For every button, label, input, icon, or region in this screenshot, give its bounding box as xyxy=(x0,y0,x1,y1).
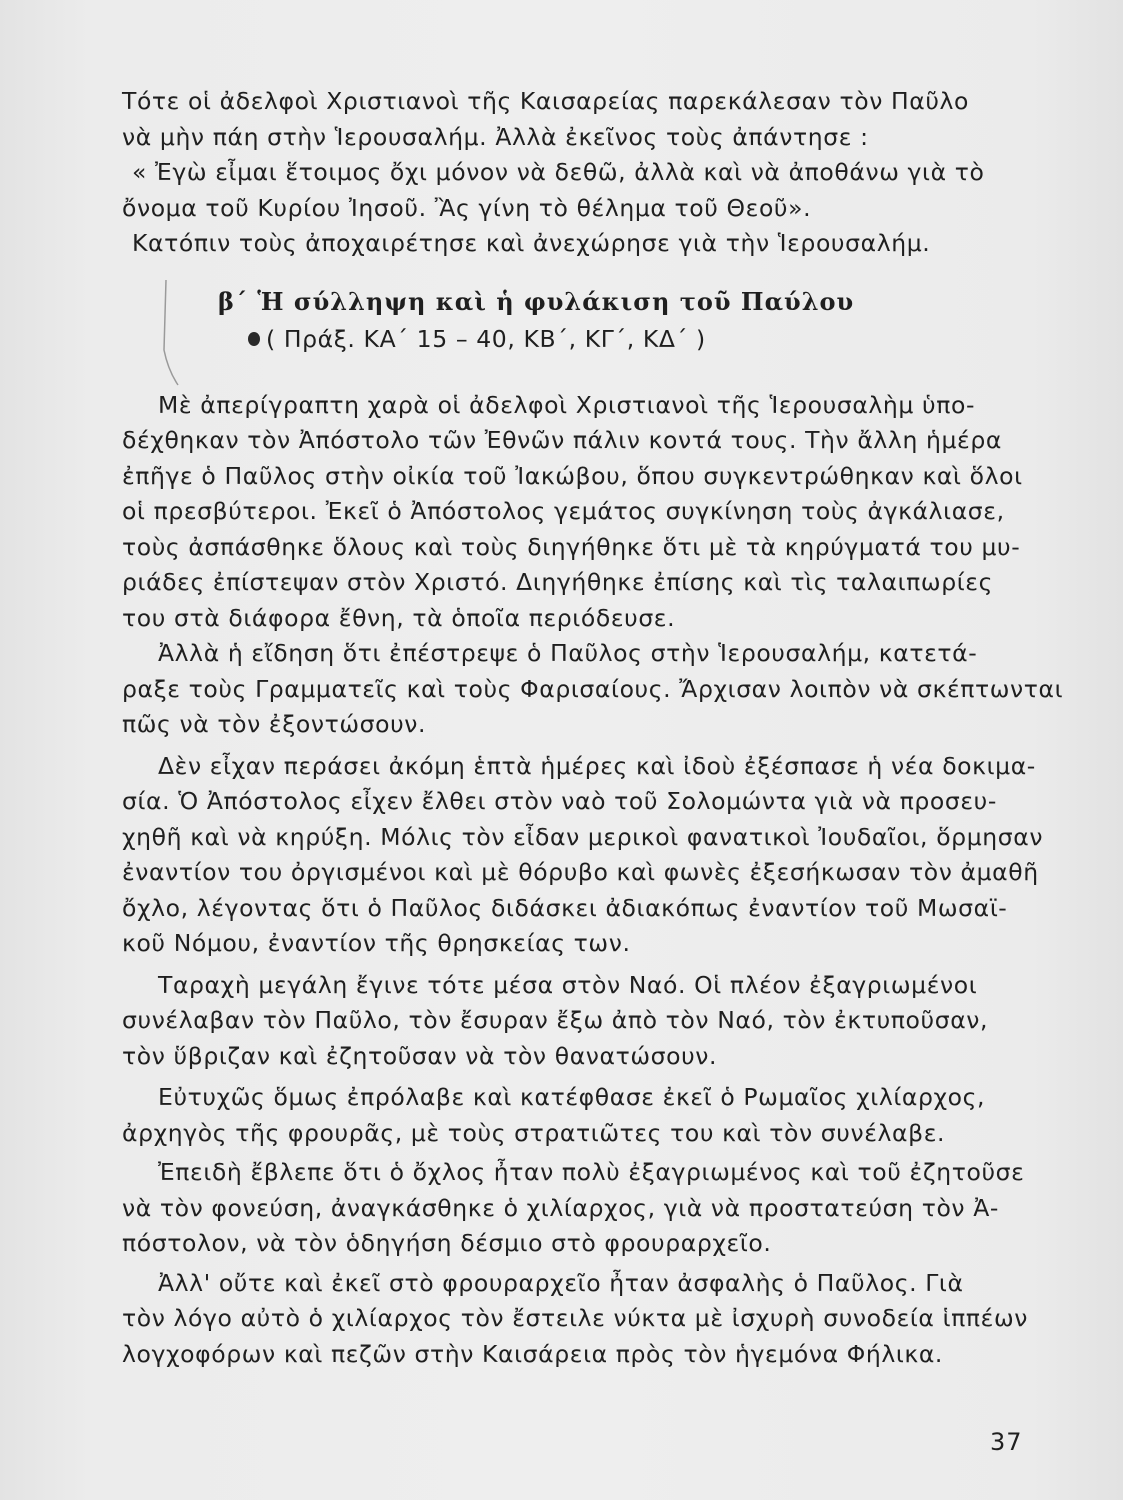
paragraph xyxy=(122,1266,1028,1373)
scripture-reference: ( Πράξ. ΚΑ΄ 15 – 40, ΚΒ΄, ΚΓ΄, ΚΔ΄ ) xyxy=(266,324,706,353)
text-line: Ταραχὴ μεγάλη ἔγινε τότε μέσα στὸν Ναό. Οἱ πλέον ἐξαγριωμένοι xyxy=(158,970,978,999)
paragraph xyxy=(122,388,1023,637)
text-line: « Ἐγὼ εἶμαι ἕτοιμος ὄχι μόνον νὰ δεθῶ, ἀλλὰ καὶ νὰ ἀποθάνω γιὰ τὸ xyxy=(132,158,985,186)
page-body xyxy=(122,84,1064,1372)
text-line: ὄνομα τοῦ Κυρίου Ἰησοῦ. Ἂς γίνη τὸ θέλημα τοῦ Θεοῦ». xyxy=(122,193,812,222)
text-line: νὰ μὴν πάη στὴν Ἱερουσαλήμ. Ἀλλὰ ἐκεῖνος τοὺς ἀπάντησε : xyxy=(122,122,869,151)
text-line: πόστολον, νὰ τὸν ὁδηγήση δέσμιο στὸ φρουραρχεῖο. xyxy=(122,1229,772,1257)
text-line: Ἀλλ' οὔτε καὶ ἐκεῖ στὸ φρουραρχεῖο ἦταν ἀσφαλὴς ὁ Παῦλος. Γιὰ xyxy=(158,1268,964,1297)
text-line: Δὲν εἶχαν περάσει ἀκόμη ἑπτὰ ἡμέρες καὶ ἰδοὺ ἐξέσπασε ἡ νέα δοκιμα- xyxy=(158,751,1036,780)
text-line: Κατόπιν τοὺς ἀποχαιρέτησε καὶ ἀνεχώρησε γιὰ τὴν Ἱερουσαλήμ. xyxy=(132,229,931,257)
text-line: οἱ πρεσβύτεροι. Ἐκεῖ ὁ Ἀπόστολος γεμάτος συγκίνηση τοὺς ἀγκάλιασε, xyxy=(122,497,1005,525)
text-line: ραξε τοὺς Γραμματεῖς καὶ τοὺς Φαρισαίους. Ἄρχισαν λοιπὸν νὰ σκέπτωνται xyxy=(122,674,1064,703)
text-line: ριάδες ἐπίστεψαν στὸν Χριστό. Διηγήθηκε ἐπίσης καὶ τὶς ταλαιπωρίες xyxy=(122,568,993,596)
text-line: Τότε οἱ ἀδελφοὶ Χριστιανοὶ τῆς Καισαρείας παρεκάλεσαν τὸν Παῦλο xyxy=(122,87,970,115)
text-line: ἐπῆγε ὁ Παῦλος στὴν οἰκία τοῦ Ἰακώβου, ὅπου συγκεντρώθηκαν καὶ ὅλοι xyxy=(122,461,1023,490)
text-line: τὸν λόγο αὐτὸ ὁ χιλίαρχος τὸν ἔστειλε νύκτα μὲ ἰσχυρὴ συνοδεία ἱππέων xyxy=(122,1304,1028,1332)
text-line: λογχοφόρων καὶ πεζῶν στὴν Καισάρεια πρὸς τὸν ἡγεμόνα Φήλικα. xyxy=(122,1339,944,1368)
text-line: σία. Ὁ Ἀπόστολος εἶχεν ἔλθει στὸν ναὸ τοῦ Σολομώντα γιὰ νὰ προσευ- xyxy=(122,787,997,815)
paragraph xyxy=(122,636,1064,743)
section-title: β΄ Ἡ σύλληψη καὶ ἡ φυλάκιση τοῦ Παύλου xyxy=(218,286,855,316)
text-line: τὸν ὕβριζαν καὶ ἐζητοῦσαν νὰ τὸν θανατώσουν. xyxy=(122,1041,718,1070)
paragraph xyxy=(122,968,1012,1075)
text-line: δέχθηκαν τὸν Ἀπόστολο τῶν Ἐθνῶν πάλιν κοντά τους. Τὴν ἄλλη ἡμέρα xyxy=(122,426,1002,454)
paragraph xyxy=(122,749,1044,962)
intro-paragraph xyxy=(122,84,1012,262)
text-line: του στὰ διάφορα ἔθνη, τὰ ὁποῖα περιόδευσε. xyxy=(122,603,676,632)
text-line: Εὐτυχῶς ὅμως ἐπρόλαβε καὶ κατέφθασε ἐκεῖ ὁ Ρωμαῖος χιλίαρχος, xyxy=(158,1083,986,1111)
pencil-mark xyxy=(158,280,198,390)
ink-blot xyxy=(248,332,260,346)
text-line: Μὲ ἀπερίγραπτη χαρὰ οἱ ἀδελφοὶ Χριστιανοὶ τῆς Ἱερουσαλὴμ ὑπο- xyxy=(158,390,976,419)
text-line: ἐναντίον του ὀργισμένοι καὶ μὲ θόρυβο καὶ φωνὲς ἐξεσήκωσαν τὸν ἀμαθῆ xyxy=(122,858,1039,886)
text-line: ἀρχηγὸς τῆς φρουρᾶς, μὲ τοὺς στρατιῶτες του καὶ τὸν συνέλαβε. xyxy=(122,1118,946,1147)
paragraph xyxy=(122,1080,1012,1151)
section-heading xyxy=(122,284,1012,358)
text-line: συνέλαβαν τὸν Παῦλο, τὸν ἔσυραν ἔξω ἀπὸ τὸν Ναό, τὸν ἐκτυποῦσαν, xyxy=(122,1006,989,1034)
text-line: Ἀλλὰ ἡ εἴδηση ὅτι ἐπέστρεψε ὁ Παῦλος στὴν Ἱερουσαλήμ, κατετά- xyxy=(158,639,978,667)
text-line: κοῦ Νόμου, ἐναντίον τῆς θρησκείας των. xyxy=(122,929,631,957)
text-line: νὰ τὸν φονεύση, ἀναγκάσθηκε ὁ χιλίαρχος, γιὰ νὰ προστατεύση τὸν Ἀ- xyxy=(122,1193,999,1222)
text-line: Ἐπειδὴ ἔβλεπε ὅτι ὁ ὄχλος ἦταν πολὺ ἐξαγριωμένος καὶ τοῦ ἐζητοῦσε xyxy=(158,1158,1025,1186)
paragraph xyxy=(122,1155,1025,1262)
text-line: τοὺς ἀσπάσθηκε ὅλους καὶ τοὺς διηγήθηκε ὅτι μὲ τὰ κηρύγματά του μυ- xyxy=(122,532,1021,561)
section-body xyxy=(122,388,1064,1373)
text-line: πῶς νὰ τὸν ἐξοντώσουν. xyxy=(122,710,427,738)
text-line: χηθῆ καὶ νὰ κηρύξη. Μόλις τὸν εἶδαν μερικοὶ φανατικοὶ Ἰουδαῖοι, ὅρμησαν xyxy=(122,822,1044,851)
page-number: 37 xyxy=(990,1428,1023,1456)
text-line: ὄχλο, λέγοντας ὅτι ὁ Παῦλος διδάσκει ἀδιακόπως ἐναντίον τοῦ Μωσαϊ- xyxy=(122,893,1008,922)
